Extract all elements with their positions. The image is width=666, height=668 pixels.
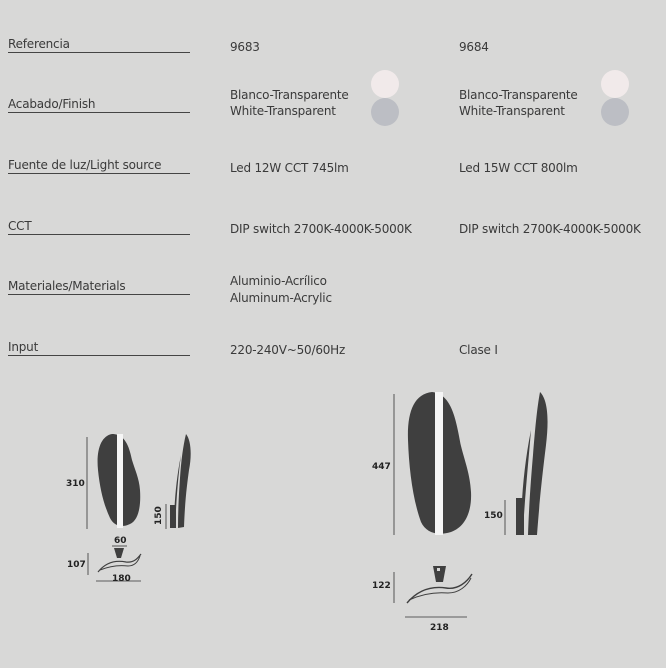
label-acabado: Acabado/Finish [8,97,190,113]
small-lamp-base-view [98,548,141,572]
col2-referencia: 9684 [459,40,489,54]
dim-large-side-height: 150 [484,511,503,521]
large-lamp-front-view [408,392,471,535]
small-lamp-side-view [170,434,191,528]
large-lamp-side-view [516,392,548,535]
col1-cct: DIP switch 2700K-4000K-5000K [230,222,412,236]
large-lamp-base-view [407,566,472,603]
label-input: Input [8,340,190,356]
col1-acabado-en: White-Transparent [230,104,336,118]
small-lamp-front-view [98,434,141,528]
label-materiales: Materiales/Materials [8,279,190,295]
dim-small-base-height: 107 [67,560,86,570]
col1-referencia: 9683 [230,40,260,54]
col2-input: Clase I [459,343,498,357]
label-fuente-de-luz: Fuente de luz/Light source [8,158,190,174]
dim-large-base-width: 218 [430,623,449,633]
col2-acabado-es: Blanco-Transparente [459,88,578,102]
col1-input: 220-240V~50/60Hz [230,343,346,357]
col1-acabado-es: Blanco-Transparente [230,88,349,102]
dim-large-height: 447 [372,462,391,472]
label-referencia: Referencia [8,37,190,53]
col2-cct: DIP switch 2700K-4000K-5000K [459,222,641,236]
col1-materiales-es: Aluminio-Acrílico [230,274,327,288]
col2-fuente: Led 15W CCT 800lm [459,161,578,175]
dim-small-height: 310 [66,479,85,489]
label-cct: CCT [8,219,190,235]
dim-small-side-height: 150 [154,506,164,525]
col1-materiales-en: Aluminum-Acrylic [230,291,332,305]
col2-acabado-en: White-Transparent [459,104,565,118]
dim-small-depth: 60 [114,536,127,546]
dim-large-base-height: 122 [372,581,391,591]
col1-fuente: Led 12W CCT 745lm [230,161,349,175]
dim-small-base-width: 180 [112,574,131,584]
